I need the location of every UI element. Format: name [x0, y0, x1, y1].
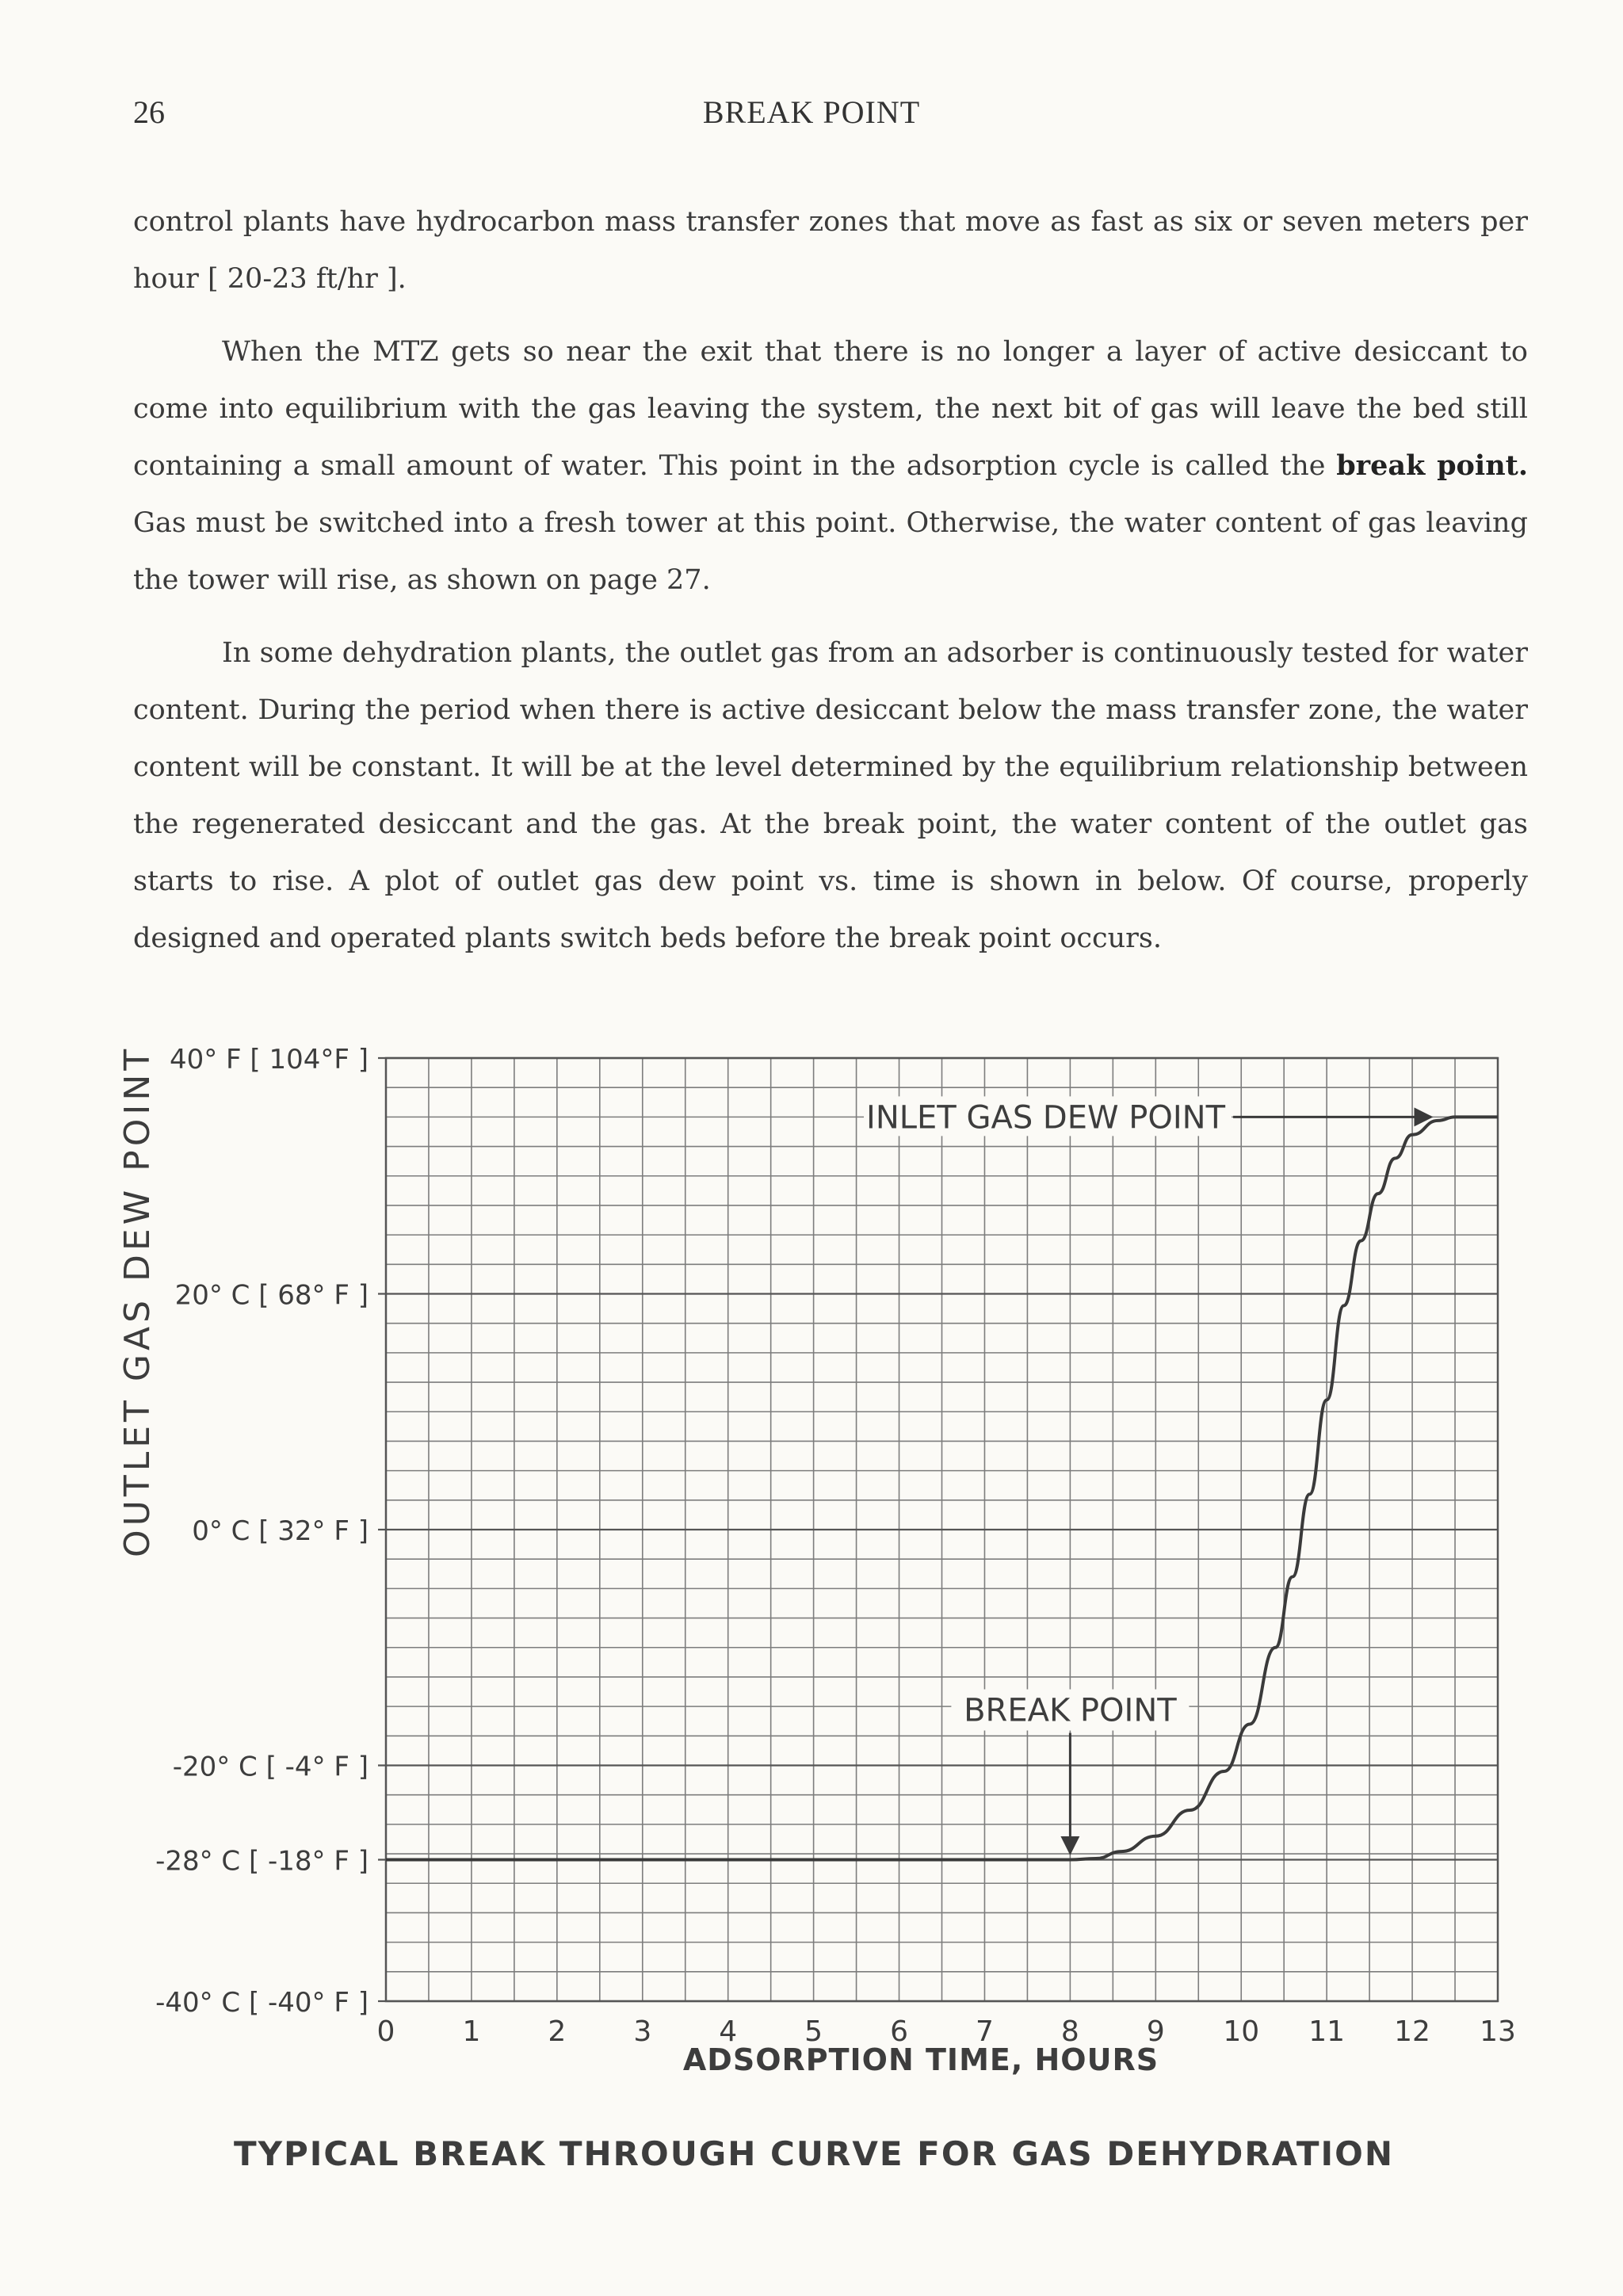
paragraph-1: control plants have hydrocarbon mass transfer zones that move as fast as six or seven meters per hour [ 20-23 ft/hr ].	[133, 206, 1528, 295]
y-tick-label: 20° C [ 68° F ]	[174, 1279, 369, 1312]
x-tick-label: 12	[1394, 2015, 1430, 2048]
y-tick-label: -20° C [ -4° F ]	[172, 1751, 369, 1783]
break-point-label: BREAK POINT	[964, 1692, 1177, 1729]
x-tick-label: 2	[548, 2015, 567, 2048]
y-tick-label: -28° C [ -18° F ]	[155, 1845, 369, 1878]
x-axis-label: ADSORPTION TIME, HOURS	[682, 2042, 1159, 2077]
inlet-dew-point-label: INLET GAS DEW POINT	[866, 1099, 1226, 1137]
running-head: BREAK POINT	[702, 94, 921, 130]
y-tick-labels	[155, 1044, 369, 2019]
y-tick-label: 40° F [ 104°F ]	[169, 1044, 369, 1075]
x-tick-label: 5	[804, 2015, 823, 2048]
x-tick-label: 8	[1060, 2015, 1079, 2048]
x-tick-label: 4	[719, 2015, 738, 2048]
paragraph-2-end: Gas must be switched into a fresh tower at this point. Otherwise, the water content of gas leaving the tower will rise, as shown on page 27.	[133, 507, 1528, 596]
x-tick-label: 6	[890, 2015, 908, 2048]
x-tick-label: 7	[976, 2015, 994, 2048]
paragraph-3: In some dehydration plants, the outlet gas from an adsorber is continuously tested for water content. During the period when there is active desiccant below the mass transfer zone, the water content will be constant. It will be at the level determined by the equilibrium relationship between the regenerated desiccant and the gas. At the break point, the water content of the outlet gas starts to rise. A plot of outlet gas dew point vs. time is shown in below. Of course, properly designed and operated plants switch beds before the break point occurs.	[133, 637, 1528, 954]
x-tick-label: 13	[1480, 2015, 1516, 2048]
y-tick-label: -40° C [ -40° F ]	[155, 1987, 369, 2019]
x-tick-label: 11	[1308, 2015, 1346, 2048]
page-number: 26	[133, 94, 165, 130]
paragraph-2-start: When the MTZ gets so near the exit that there is no longer a layer of active desiccant to come into equilibrium with the gas leaving the system, the next bit of gas will leave the bed still containing a small amount of water. This point in the adsorption cycle is called the	[133, 336, 1528, 482]
x-tick-label: 3	[633, 2015, 652, 2048]
x-tick-label: 0	[376, 2015, 395, 2048]
x-tick-label: 1	[462, 2015, 481, 2048]
chart-title: TYPICAL BREAK THROUGH CURVE FOR GAS DEHYDRATION	[233, 2134, 1395, 2173]
break-point-term: break point.	[1336, 449, 1528, 482]
y-tick-label: 0° C [ 32° F ]	[192, 1515, 369, 1547]
y-axis-label: OUTLET GAS DEW POINT	[117, 1045, 158, 1557]
x-tick-label: 10	[1223, 2015, 1260, 2048]
x-tick-label: 9	[1146, 2015, 1165, 2048]
chart-annotations	[864, 1096, 1431, 1853]
